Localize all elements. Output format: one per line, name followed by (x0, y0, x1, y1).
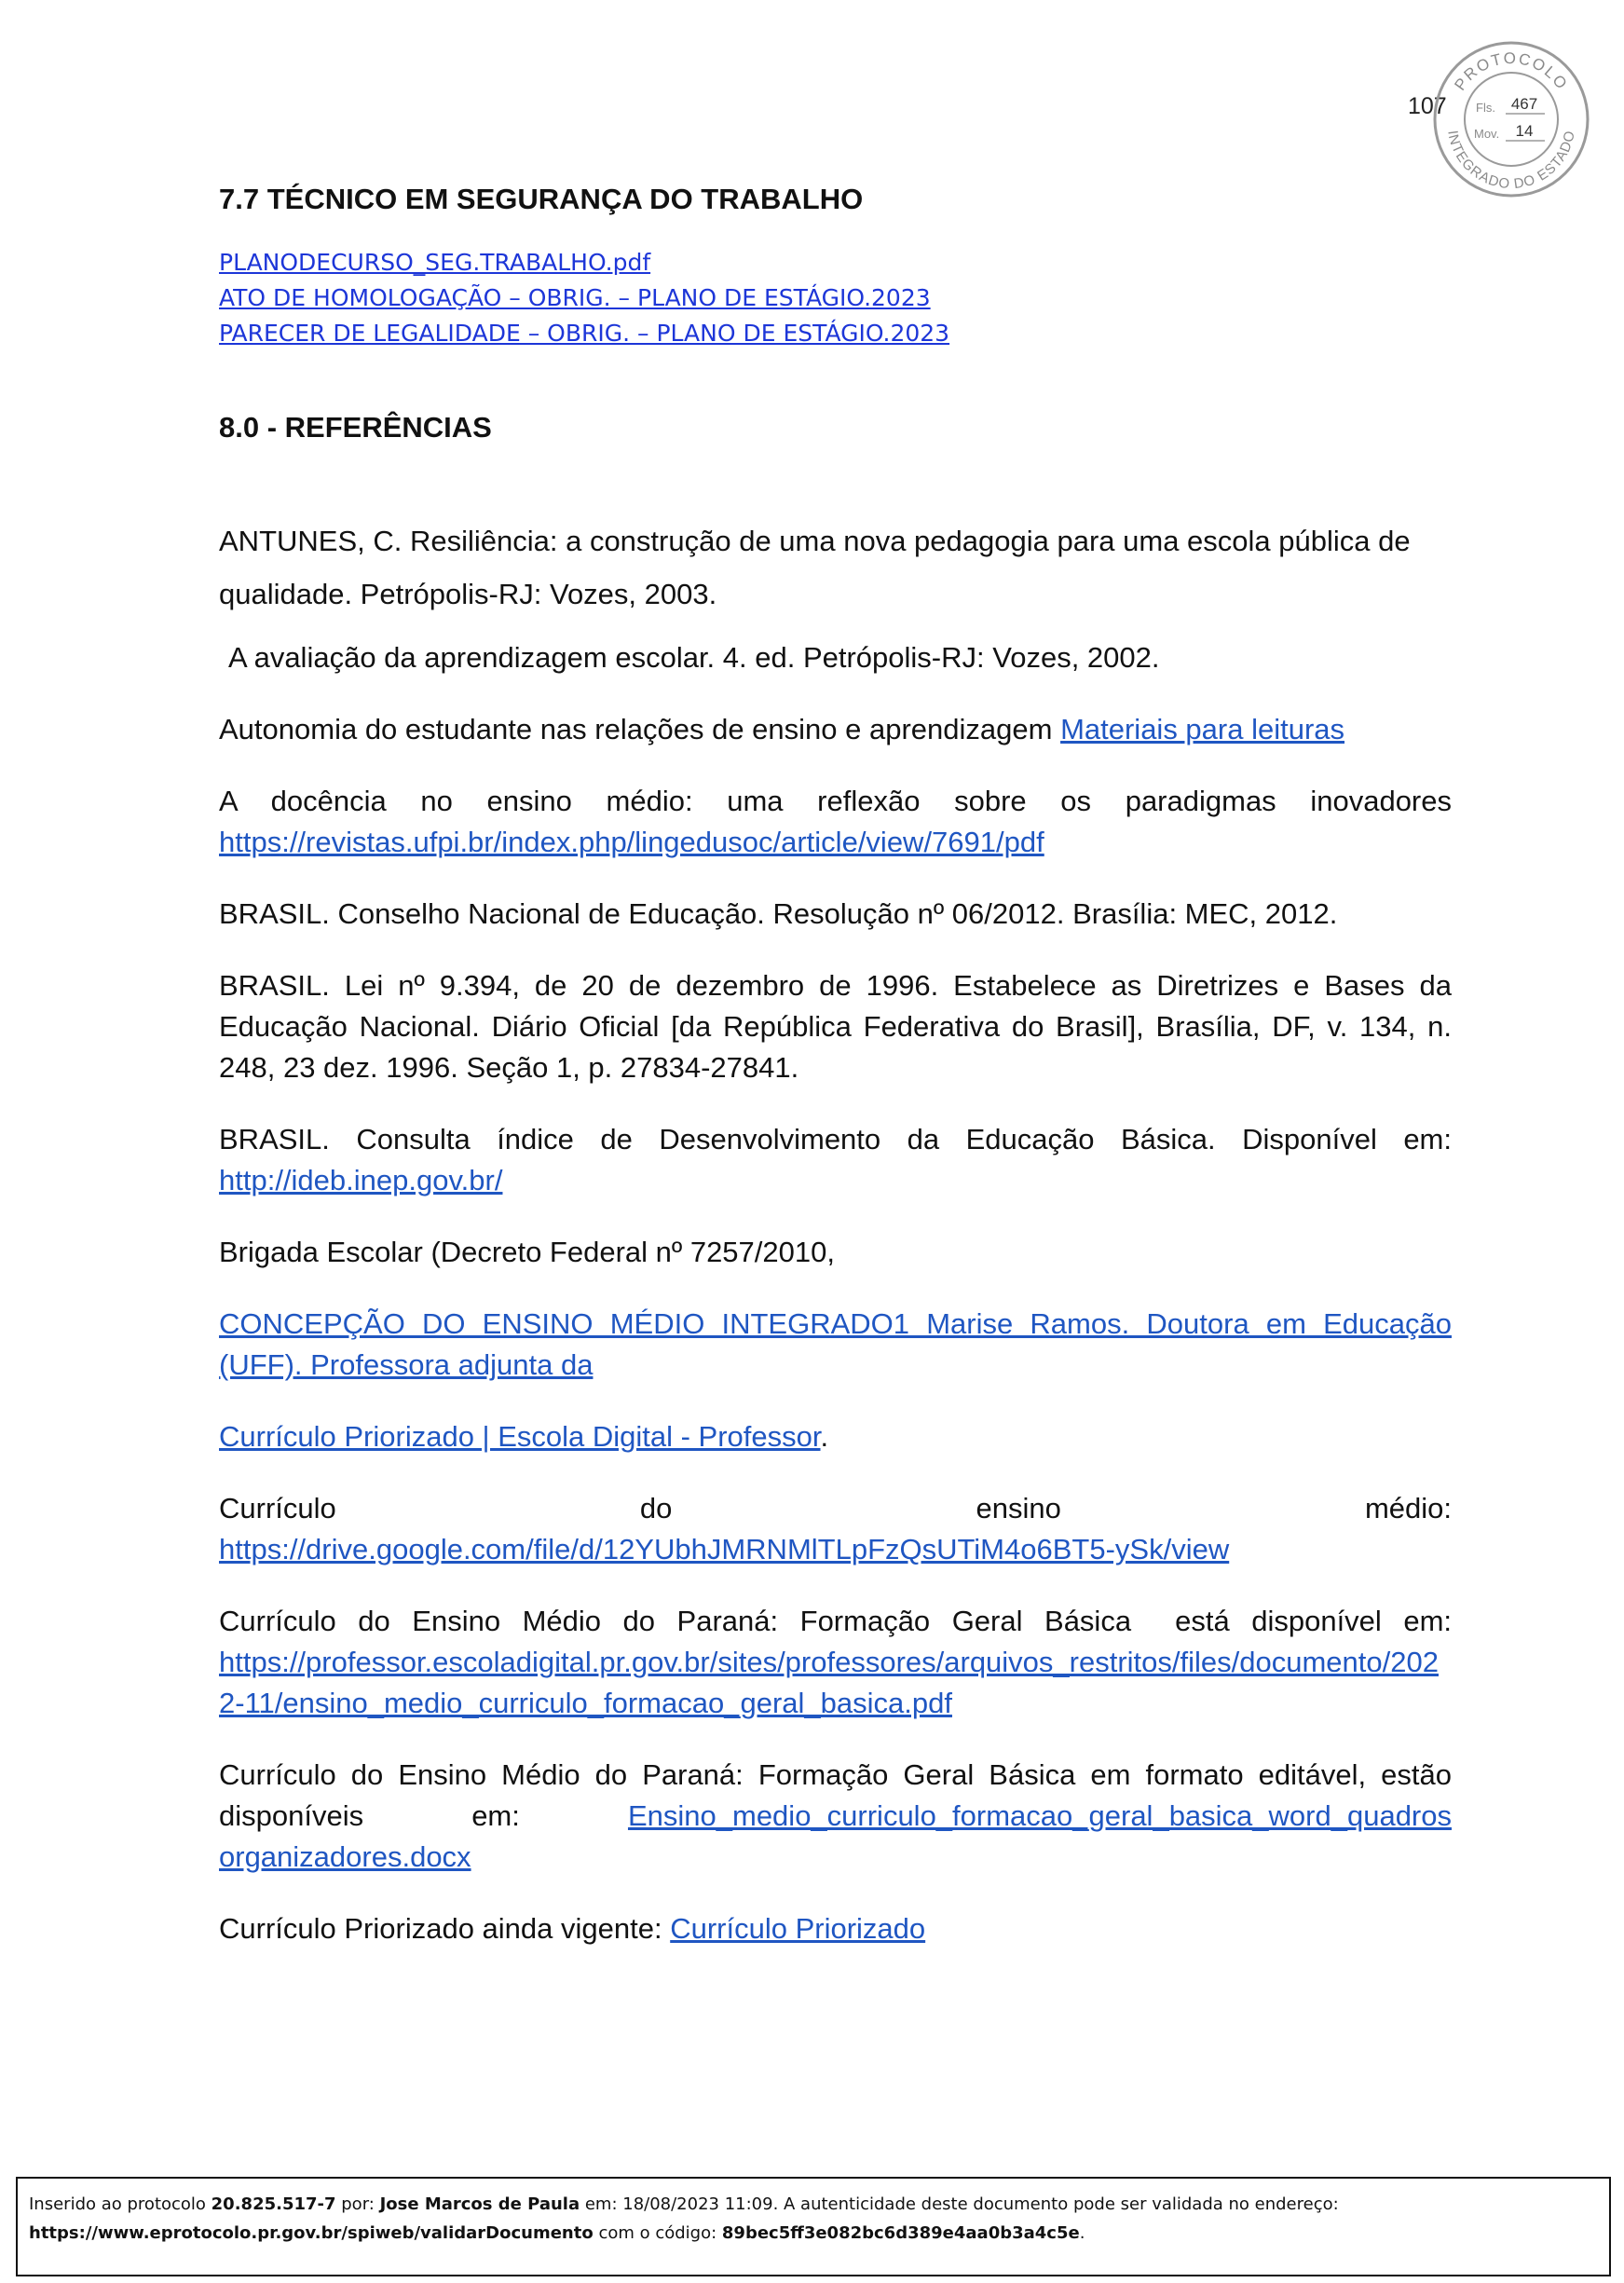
reference-antunes-2002: A avaliação da aprendizagem escolar. 4. ed. Petrópolis-RJ: Vozes, 2002. (228, 641, 1160, 674)
reference-curriculo-ensino-medio (219, 1488, 1452, 1570)
file-link-ato-homologacao[interactable]: ATO DE HOMOLOGAÇÃO – OBRIG. – PLANO DE ESTÁGIO.2023 (219, 284, 931, 311)
reference-curriculo-vigente-text: Currículo Priorizado ainda vigente: (219, 1912, 671, 1945)
footer-text: . (1079, 2223, 1085, 2243)
validation-url: https://www.eprotocolo.pr.gov.br/spiweb/validarDocumento (29, 2223, 594, 2243)
stamp-fls-label: Fls. (1476, 101, 1495, 115)
reference-concepcao (219, 1304, 1452, 1386)
reference-curriculo-parana-text: Currículo do Ensino Médio do Paraná: Formação Geral Básica está disponível em: (219, 1605, 1452, 1637)
word-4: médio: (1364, 1492, 1452, 1524)
link-docx-quadros-organizadores[interactable]: Ensino_medio_curriculo_formacao_geral_basica_word_quadros organizadores.docx (219, 1799, 1452, 1873)
stamp-arc-top: PROTOCOLO (1451, 48, 1572, 94)
word-2: do (639, 1492, 673, 1524)
authentication-footer (16, 2177, 1611, 2276)
footer-text: em: 18/08/2023 11:09. A autenticidade deste documento pode ser validada no endereço: (580, 2194, 1339, 2214)
reference-ideb-text: BRASIL. Consulta índice de Desenvolvimento da Educação Básica. Disponível em: (219, 1123, 1452, 1155)
section-title-7-7: 7.7 TÉCNICO EM SEGURANÇA DO TRABALHO (219, 183, 864, 215)
attached-files-list (219, 245, 949, 351)
footer-text: com o código: (593, 2223, 722, 2243)
link-escola-digital-pdf[interactable]: https://professor.escoladigital.pr.gov.br/sites/professores/arquivos_restritos/files/documento/2022-11/ensino_medio_curriculo_formacao_geral_basica.pdf (219, 1646, 1439, 1719)
reference-brasil-resolucao: BRASIL. Conselho Nacional de Educação. Resolução nº 06/2012. Brasília: MEC, 2012. (219, 897, 1338, 930)
reference-docencia-text: A docência no ensino médio: uma reflexão sobre os paradigmas inovadores (219, 785, 1452, 817)
reference-antunes-2003: ANTUNES, C. Resiliência: a construção de uma nova pedagogia para uma escola pública de qualidade. Petrópolis-RJ: Vozes, 2003. (219, 525, 1411, 610)
stamp-mov-value: 14 (1515, 122, 1534, 140)
footer-line-2 (29, 2219, 1594, 2248)
reference-autonomia-text: Autonomia do estudante nas relações de ensino e aprendizagem (219, 713, 1061, 745)
stamp-arc-bottom: INTEGRADO DO ESTADO (1444, 129, 1578, 193)
footer-text: Inserido ao protocolo (29, 2194, 212, 2214)
link-curriculo-priorizado[interactable]: Currículo Priorizado (670, 1912, 926, 1945)
page-number: 107 (1408, 93, 1447, 119)
reference-autonomia (219, 709, 1452, 750)
reference-brasil-ideb (219, 1119, 1452, 1201)
word-1: Currículo (219, 1492, 336, 1524)
reference-brasil-lei-9394: BRASIL. Lei nº 9.394, de 20 de dezembro de 1996. Estabelece as Diretrizes e Bases da Educação Nacional. Diário Oficial [da República Federativa do Brasil], Brasília, DF, v. 134, n. 248, 23 dez. 1996. Seção 1, p. 27834-27841. (219, 969, 1452, 1084)
svg-text:INTEGRADO DO ESTADO (1444, 129, 1578, 192)
link-curriculo-priorizado-escola-digital[interactable]: Currículo Priorizado | Escola Digital - Professor (219, 1420, 821, 1453)
validation-code: 89bec5ff3e082bc6d389e4aa0b3a4c5e (721, 2223, 1080, 2243)
footer-line-1 (29, 2190, 1594, 2219)
reference-curriculo-vigente (219, 1908, 1452, 1949)
reference-docencia (219, 781, 1452, 863)
stamp-mov-label: Mov. (1474, 127, 1500, 141)
reference-curriculo-priorizado (219, 1416, 1452, 1457)
stamp-fls-value: 467 (1510, 95, 1538, 113)
protocol-stamp (1431, 39, 1591, 199)
link-google-drive[interactable]: https://drive.google.com/file/d/12YUbhJMRNMlTLpFzQsUTiM4o6BT5-ySk/view (219, 1533, 1230, 1565)
word-3: ensino (976, 1492, 1061, 1524)
references-list (219, 514, 1452, 1980)
protocol-number: 20.825.517-7 (211, 2194, 336, 2214)
reference-curriculo-parana (219, 1601, 1452, 1724)
section-title-8-0: 8.0 - REFERÊNCIAS (219, 411, 492, 444)
file-link-parecer-legalidade[interactable]: PARECER DE LEGALIDADE – OBRIG. – PLANO DE ESTÁGIO.2023 (219, 320, 950, 347)
link-ideb-inep[interactable]: http://ideb.inep.gov.br/ (219, 1164, 503, 1196)
link-concepcao-ensino-medio[interactable]: CONCEPÇÃO DO ENSINO MÉDIO INTEGRADO1 Marise Ramos. Doutora em Educação (UFF). Professora adjunta da (219, 1307, 1452, 1381)
reference-brigada-escolar: Brigada Escolar (Decreto Federal nº 7257/2010, (219, 1236, 835, 1268)
author-name: Jose Marcos de Paula (379, 2194, 580, 2214)
reference-period: . (820, 1420, 829, 1453)
file-link-plano-de-curso[interactable]: PLANODECURSO_SEG.TRABALHO.pdf (219, 249, 651, 276)
link-materiais-para-leituras[interactable]: Materiais para leituras (1060, 713, 1345, 745)
reference-curriculo-editavel-text: Currículo do Ensino Médio do Paraná: Formação Geral Básica em formato editável, estão disponíveis em: (219, 1758, 1452, 1832)
link-revistas-ufpi[interactable]: https://revistas.ufpi.br/index.php/lingedusoc/article/view/7691/pdf (219, 826, 1044, 858)
reference-curriculo-editavel (219, 1755, 1452, 1878)
footer-text: por: (335, 2194, 380, 2214)
reference-curriculo-words (219, 1488, 1452, 1529)
